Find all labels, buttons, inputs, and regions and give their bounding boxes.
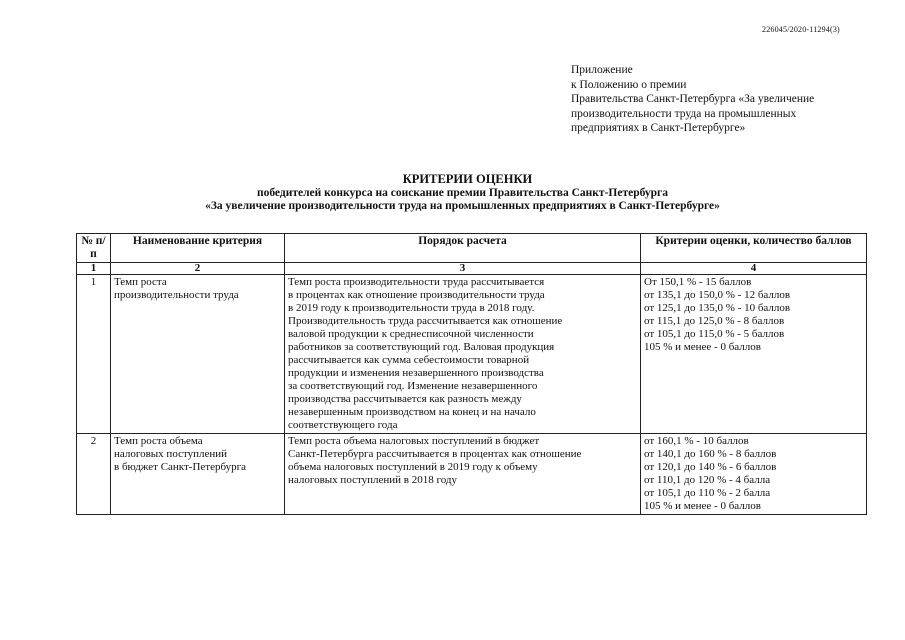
text-line: Темп роста [114, 276, 167, 288]
text-line: за соответствующий год. Изменение незавершенного [288, 380, 538, 392]
column-number-row [77, 263, 867, 275]
text-line: рассчитывается как сумма себестоимости товарной [288, 354, 530, 366]
table-row [77, 434, 867, 515]
criterion-name [111, 434, 285, 515]
table-header-row [77, 234, 867, 263]
text-line: от 115,1 до 125,0 % - 8 баллов [644, 315, 785, 327]
row-number: 2 [77, 434, 111, 515]
score-criteria [641, 434, 867, 515]
text-line: От 150,1 % - 15 баллов [644, 276, 752, 288]
text-line: в процентах как отношение производительности труда [288, 289, 545, 301]
appendix-block [571, 63, 871, 136]
text-line: 105 % и менее - 0 баллов [644, 341, 761, 353]
calculation-text [285, 275, 641, 434]
column-number: 3 [285, 263, 641, 275]
appendix-line: предприятиях в Санкт-Петербурге» [571, 122, 746, 134]
appendix-line: производительности труда на промышленных [571, 107, 797, 120]
document-title-block [0, 172, 905, 213]
appendix-line: Правительства Санкт-Петербурга «За увеличение [571, 93, 815, 105]
text-line: валовой продукции к среднесписочной численности [288, 328, 534, 340]
text-line: от 140,1 до 160 % - 8 баллов [644, 448, 777, 460]
header-number: № п/п [77, 234, 111, 263]
document-number: 226045/2020-11294(3) [762, 25, 840, 34]
header-scores: Критерии оценки, количество баллов [641, 234, 867, 263]
column-number: 1 [77, 263, 111, 275]
header-calculation: Порядок расчета [285, 234, 641, 263]
text-line: незавершенным производством на конец и на начало [288, 406, 536, 418]
text-line: от 160,1 % - 10 баллов [644, 435, 749, 447]
text-line: продукции и изменения незавершенного производства [288, 367, 544, 379]
text-line: объема налоговых поступлений в 2019 году к объему [288, 461, 538, 473]
document-title: КРИТЕРИИ ОЦЕНКИ [402, 172, 533, 186]
text-line: Темп роста производительности труда рассчитывается [288, 276, 545, 288]
text-line: Темп роста объема налоговых поступлений в бюджет [288, 435, 540, 447]
text-line: налоговых поступлений в 2018 году [288, 474, 458, 486]
appendix-line: к Положению о премии [571, 78, 687, 91]
text-line: от 135,1 до 150,0 % - 12 баллов [644, 289, 791, 301]
text-line: от 105,1 до 110 % - 2 балла [644, 487, 771, 499]
appendix-line: Приложение [571, 64, 633, 76]
row-number: 1 [77, 275, 111, 434]
document-subtitle: победителей конкурса на соискание премии Правительства Санкт-Петербурга [256, 187, 669, 199]
column-number: 4 [641, 263, 867, 275]
text-line: от 105,1 до 115,0 % - 5 баллов [644, 328, 785, 340]
text-line: производительности труда [114, 289, 239, 301]
score-criteria [641, 275, 867, 434]
header-criterion-name: Наименование критерия [111, 234, 285, 263]
text-line: Производительность труда рассчитывается как отношение [288, 315, 563, 327]
text-line: от 125,1 до 135,0 % - 10 баллов [644, 302, 791, 314]
text-line: работников за соответствующий год. Валовая продукция [288, 341, 555, 353]
text-line: от 120,1 до 140 % - 6 баллов [644, 461, 777, 473]
text-line: налоговых поступлений [114, 448, 228, 460]
document-subtitle-2: «За увеличение производительности труда на промышленных предприятиях в Санкт-Петербурге» [205, 200, 720, 212]
column-number: 2 [111, 263, 285, 275]
text-line: соответствующего года [288, 419, 398, 431]
calculation-text [285, 434, 641, 515]
criterion-name [111, 275, 285, 434]
text-line: производства рассчитывается как разность между [288, 393, 522, 405]
text-line: 105 % и менее - 0 баллов [644, 500, 761, 512]
text-line: от 110,1 до 120 % - 4 балла [644, 474, 771, 486]
table-row [77, 275, 867, 434]
text-line: Санкт-Петербурга рассчитывается в процентах как отношение [288, 448, 582, 460]
criteria-table [76, 233, 867, 515]
text-line: в 2019 году к производительности труда в 2018 году. [288, 302, 535, 314]
text-line: Темп роста объема [114, 435, 203, 447]
text-line: в бюджет Санкт-Петербурга [114, 461, 247, 473]
